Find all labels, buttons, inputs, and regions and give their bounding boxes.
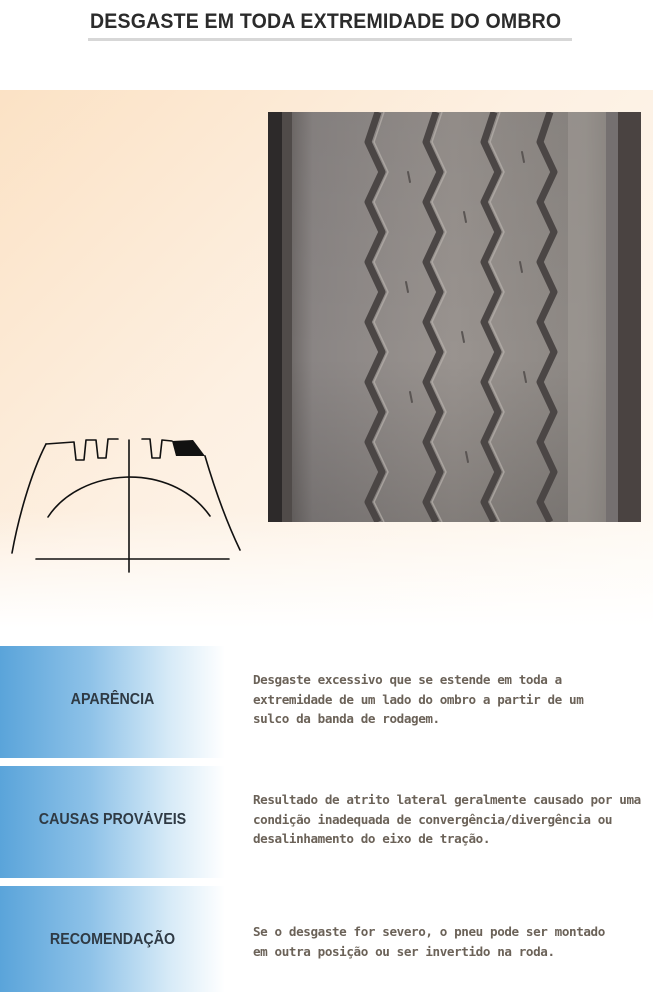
description-line: Se o desgaste for severo, o pneu pode ser montado — [253, 924, 605, 939]
description-line: extremidade de um lado do ombro a partir de um — [253, 691, 584, 707]
section-label: CAUSAS PROVÁVEIS — [38, 811, 187, 828]
section-description — [253, 670, 648, 729]
description-line: sulco da banda de rodagem. — [253, 711, 440, 726]
section-label: APARÊNCIA — [70, 691, 155, 708]
page-title: DESGASTE EM TODA EXTREMIDADE DO OMBRO — [90, 10, 562, 33]
description-line: condição inadequada de convergência/divergência ou — [253, 811, 613, 827]
worn-tire-photo — [268, 112, 641, 522]
section-label: RECOMENDAÇÃO — [49, 931, 176, 948]
description-line: Desgaste excessivo que se estende em toda a — [253, 672, 562, 687]
section-description — [253, 790, 648, 849]
description-line: em outra posição ou ser invertido na roda. — [253, 943, 555, 959]
title-underline — [88, 38, 572, 41]
tire-cross-section-diagram — [0, 420, 260, 590]
description-line: Resultado de atrito lateral geralmente causado por uma — [253, 792, 641, 807]
section-description — [253, 922, 648, 961]
description-line: desalinhamento do eixo de tração. — [253, 831, 491, 846]
